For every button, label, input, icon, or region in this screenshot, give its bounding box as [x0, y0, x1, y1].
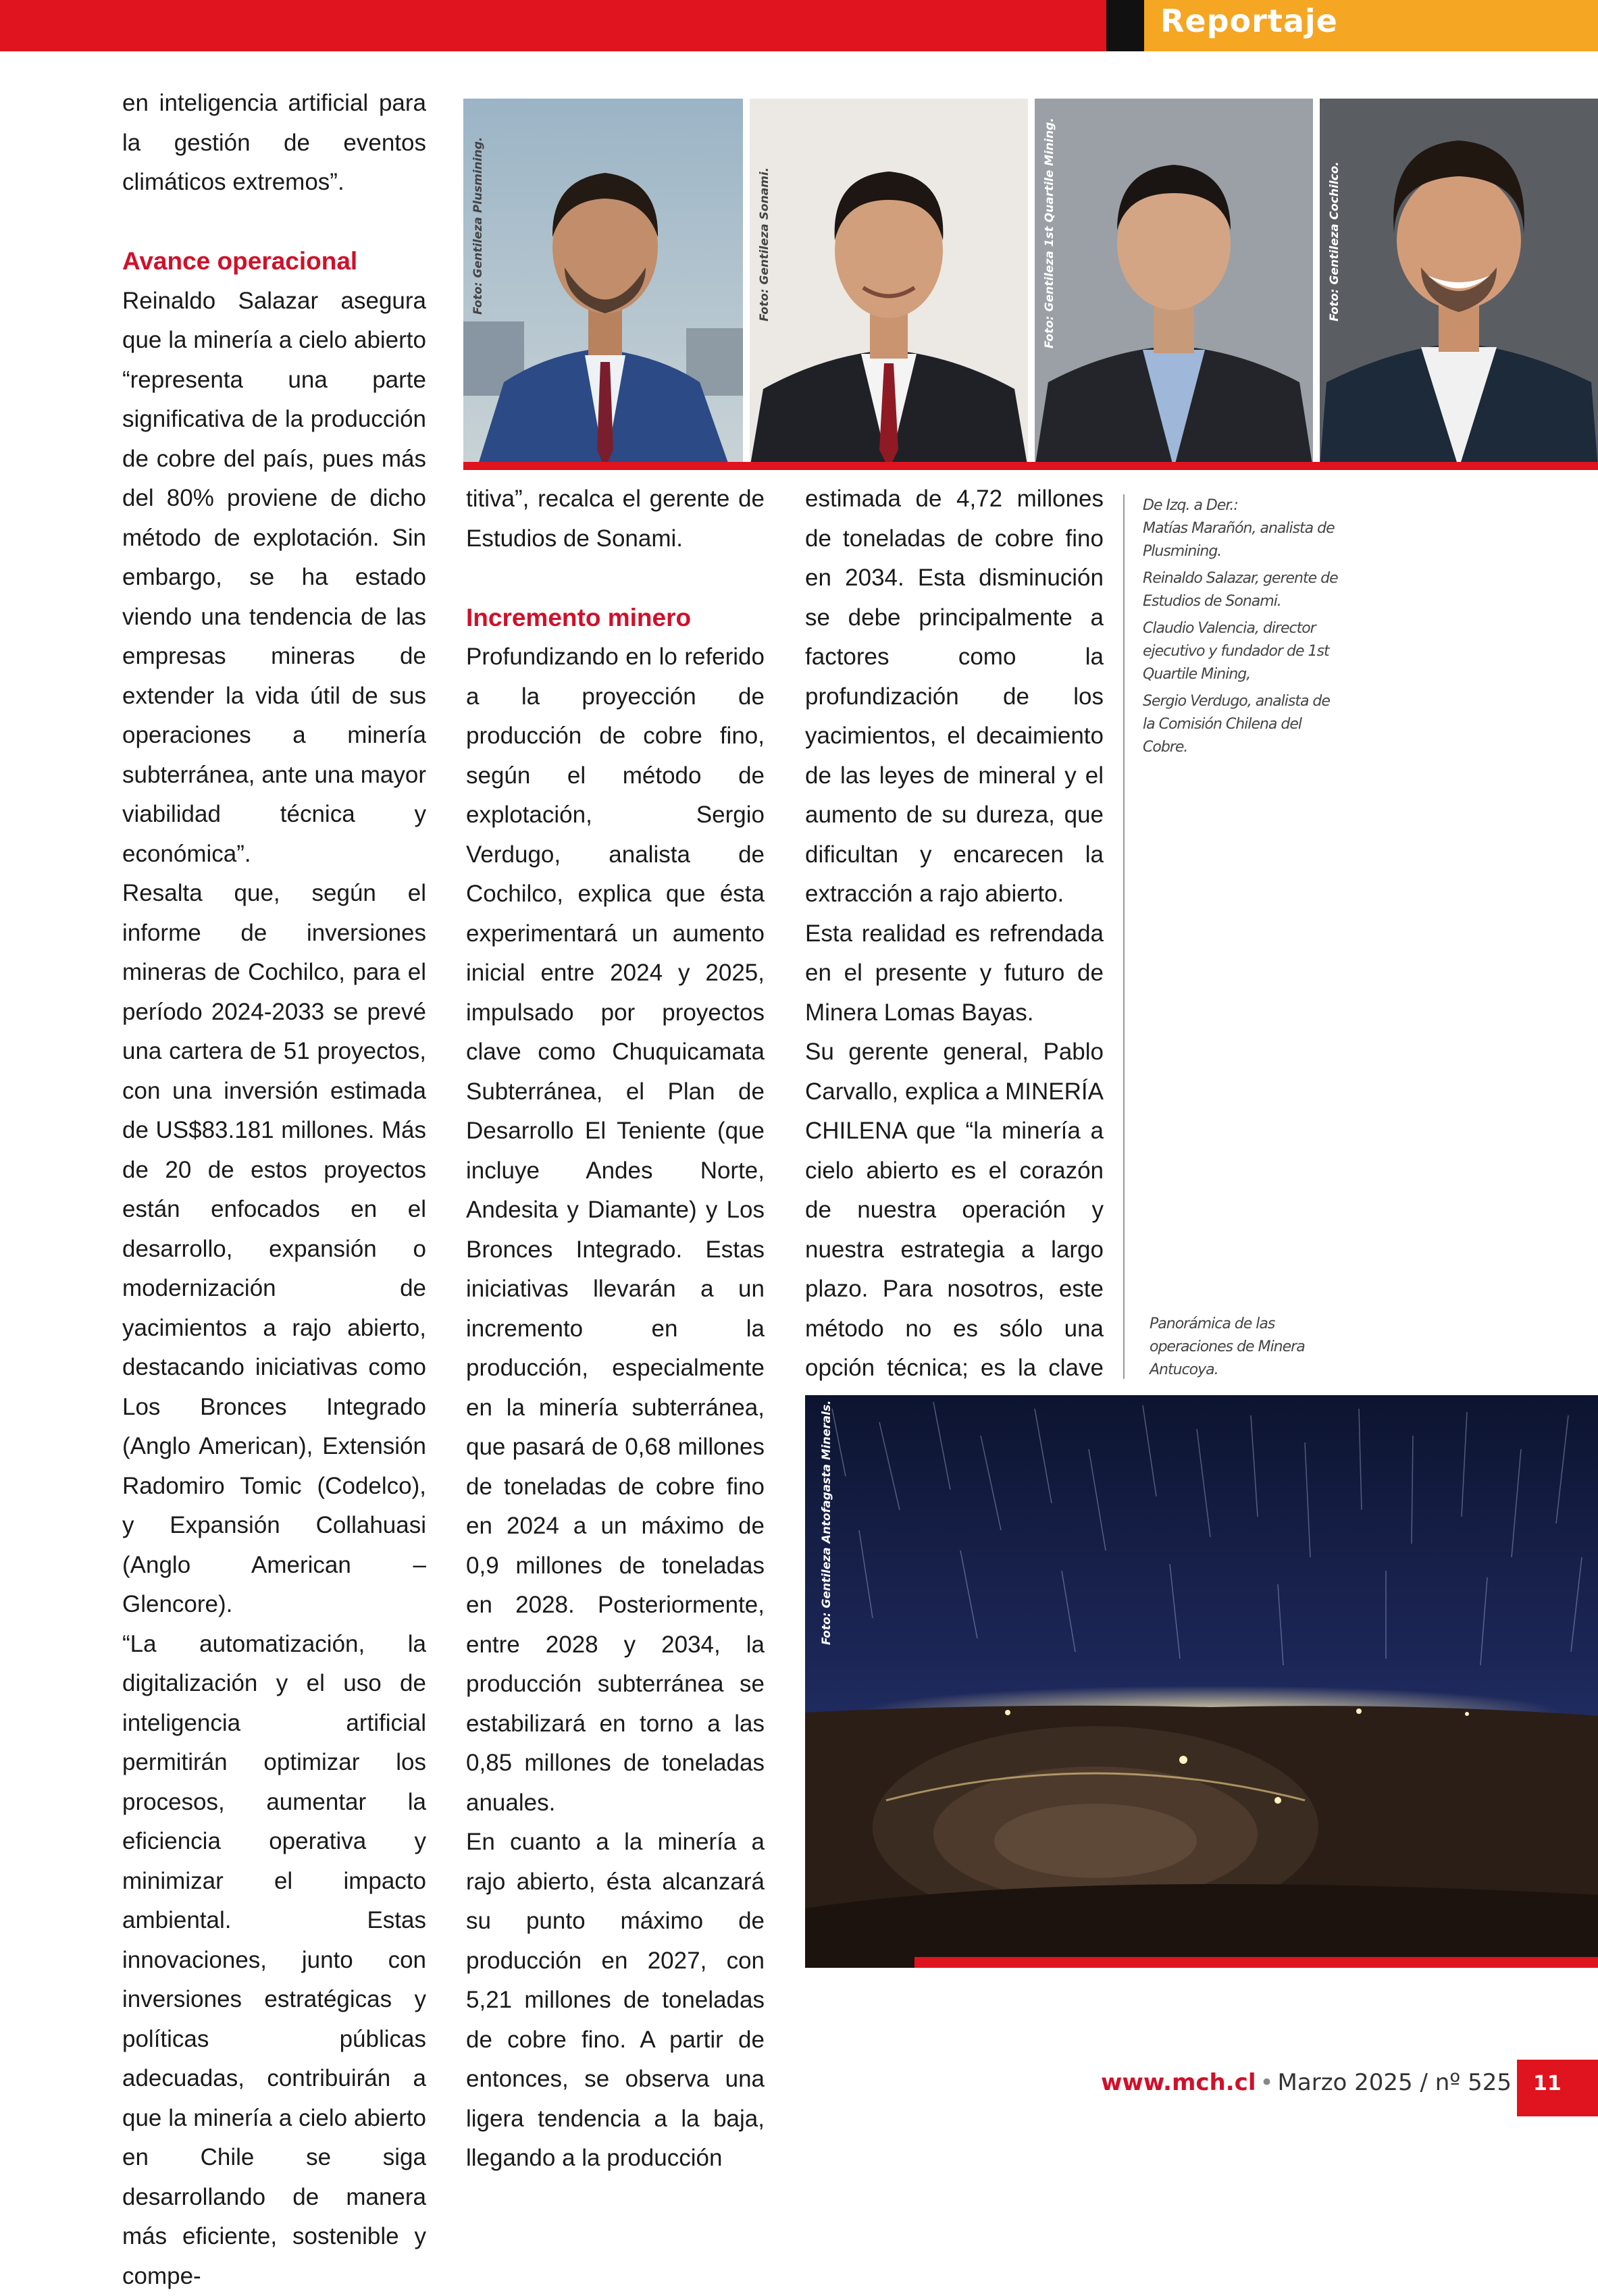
caption-line: Claudio Valencia, director ejecutivo y fundador de 1st Quartile Mining,	[1143, 617, 1345, 686]
photo-credit: Foto: Gentileza Antofagasta Minerals.	[820, 1400, 833, 1645]
portrait-photo-1	[463, 99, 743, 469]
panorama-photo	[805, 1395, 1598, 1968]
paragraph: En cuanto a la minería a rajo abierto, ésta alcanzará su punto máximo de producción en 2027, con 5,21 millones de toneladas de cobre fino. A partir de entonces, se observa una ligera tendencia a la baja, llegando a la producción	[466, 1823, 765, 2178]
paragraph: en inteligencia artificial para la gestión de eventos climáticos extremos”.	[122, 84, 426, 203]
paragraph: Su gerente general, Pablo Carvallo, explica a MINERÍA CHILENA que “la minería a cielo abierto es el corazón de nuestra operación y nuestra estrategia a largo plazo. Para nosotros, este método no es sólo una opción técnica; es la clave	[805, 1033, 1104, 1467]
paragraph: “La automatización, la digitalización y el uso de inteligencia artificial permitirán optimizar los procesos, aumentar la eficiencia operativa y minimizar el impacto ambiental. Estas innovaciones, junto con inversiones estratégicas y políticas públicas adecuadas, contribuirán a que la minería a cielo abierto en Chile se siga desarrollando de manera más eficiente, sostenible y compe-	[122, 1625, 426, 2296]
page-number: 11	[1533, 2072, 1562, 2095]
article-column-1	[122, 84, 426, 2296]
caption-line: Reinaldo Salazar, gerente de Estudios de Sonami.	[1143, 567, 1345, 613]
portrait-red-rule	[463, 462, 1598, 470]
portrait-strip	[463, 99, 1598, 469]
section-label: Reportaje	[1160, 3, 1338, 39]
paragraph: titiva”, recalca el gerente de Estudios de Sonami.	[466, 479, 765, 558]
caption-line: Matías Marañón, analista de Plusmining.	[1143, 517, 1345, 563]
portrait-captions	[1143, 494, 1345, 763]
portrait-photo-3	[1035, 99, 1313, 469]
caption-divider	[1123, 494, 1125, 1379]
banner-black-block	[1106, 0, 1144, 51]
page-footer	[1101, 2069, 1512, 2096]
paragraph: Reinaldo Salazar asegura que la minería a cielo abierto “representa una parte significativa de la producción de cobre del país, pues más del 80% proviene de dicho método de explotación. Sin embargo, se ha estado viendo una tendencia de las empresas mineras de extender la vida útil de sus operaciones a minería subterránea, ante una mayor viabilidad técnica y económica”.	[122, 282, 426, 875]
panorama-red-rule	[914, 1957, 1598, 1968]
article-column-2	[466, 479, 765, 2178]
panorama-caption: Panorámica de las operaciones de Minera Antucoya.	[1150, 1313, 1325, 1382]
footer-separator: •	[1256, 2069, 1277, 2096]
photo-credit: Foto: Gentileza Plusmining.	[471, 137, 485, 315]
caption-line: De Izq. a Der.:	[1143, 494, 1345, 517]
issue-info: Marzo 2025 / nº 525	[1278, 2069, 1512, 2096]
subheading-incremento-minero: Incremento minero	[466, 598, 765, 638]
photo-credit: Foto: Gentileza Sonami.	[758, 167, 771, 321]
subheading-avance-operacional: Avance operacional	[122, 242, 426, 282]
section-tab	[1144, 0, 1598, 51]
photo-credit: Foto: Gentileza Cochilco.	[1328, 161, 1341, 321]
paragraph: Esta realidad es refrendada en el presente y futuro de Minera Lomas Bayas.	[805, 914, 1104, 1033]
photo-credit: Foto: Gentileza 1st Quartile Mining.	[1043, 118, 1056, 348]
portrait-photo-2	[750, 99, 1028, 469]
paragraph: Resalta que, según el informe de inversiones mineras de Cochilco, para el período 2024-2033 se prevé una cartera de 51 proyectos, con una inversión estimada de US$83.181 millones. Más de 20 de estos proyectos están enfocados en el desarrollo, expansión o modernización de yacimientos a rajo abierto, destacando iniciativas como Los Bronces Integrado (Anglo American), Extensión Radomiro Tomic (Codelco), y Expansión Collahuasi (Anglo American – Glencore).	[122, 874, 426, 1625]
site-url: www.mch.cl	[1101, 2069, 1256, 2096]
top-banner	[0, 0, 1598, 51]
caption-line: Sergio Verdugo, analista de la Comisión Chilena del Cobre.	[1143, 690, 1345, 759]
page-number-box	[1517, 2060, 1598, 2116]
paragraph: Profundizando en lo referido a la proyección de producción de cobre fino, según el método de explotación, Sergio Verdugo, analista de Cochilco, explica que ésta experimentará un aumento inicial entre 2024 y 2025, impulsado por proyectos clave como Chuquicamata Subterránea, el Plan de Desarrollo El Teniente (que incluye Andes Norte, Andesita y Diamante) y Los Bronces Integrado. Estas iniciativas llevarán a un incremento en la producción, especialmente en la minería subterránea, que pasará de 0,68 millones de toneladas de cobre fino en 2024 a un máximo de 0,9 millones de toneladas en 2028. Posteriormente, entre 2028 y 2034, la producción subterránea se estabilizará en torno a las 0,85 millones de toneladas anuales.	[466, 637, 765, 1823]
portrait-photo-4	[1320, 99, 1598, 469]
paragraph: estimada de 4,72 millones de toneladas de cobre fino en 2034. Esta disminución se debe principalmente a factores como la profundización de los yacimientos, el decaimiento de las leyes de mineral y el aumento de su dureza, que dificultan y encarecen la extracción a rajo abierto.	[805, 479, 1104, 914]
article-column-3	[805, 479, 1104, 1467]
